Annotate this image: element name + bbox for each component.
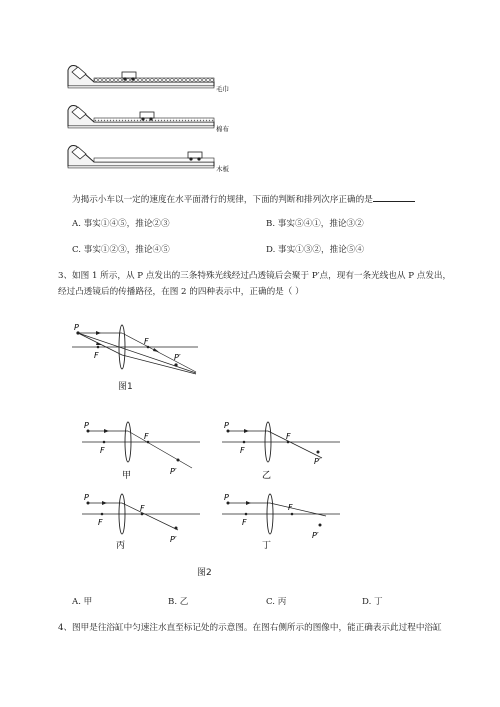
label-towel: 毛巾: [216, 85, 229, 93]
q3-stem-line2: 经过凸透镜后的传播路径，在图 2 的四种表示中，正确的是（ ）: [58, 287, 304, 297]
label-p: P: [84, 421, 89, 430]
figure-2-yi[interactable]: [222, 418, 342, 480]
label-board: 木板: [216, 165, 229, 173]
figure-1-lens-diagram: [70, 320, 200, 390]
figure-2-bing[interactable]: [82, 490, 202, 552]
label-f-right: F: [144, 337, 149, 346]
ramp-cotton: [68, 106, 214, 129]
label-p-prime: P′: [170, 535, 177, 544]
q3-option-c[interactable]: C. 丙: [266, 597, 287, 607]
label-p: P: [224, 421, 229, 430]
label-f: F: [240, 446, 245, 455]
q2-option-a[interactable]: A. 事实①④⑤，推论②③: [72, 219, 170, 229]
q3-option-b[interactable]: B. 乙: [168, 597, 189, 607]
caption-ding: 丁: [262, 541, 272, 551]
ramp-experiment-figure: [64, 58, 234, 180]
label-f: F: [140, 504, 145, 513]
label-p: P: [224, 493, 229, 502]
q3-option-a[interactable]: A. 甲: [72, 597, 93, 607]
label-f: F: [98, 518, 103, 527]
fig2-caption: 图2: [197, 568, 212, 578]
q3-stem-line1: 3、如图 1 所示，从 P 点发出的三条特殊光线经过凸透镜后会聚于 P′点，现有一条光线也从 P 点发出，: [58, 271, 452, 281]
fig1-caption: 图1: [118, 382, 133, 392]
label-f: F: [100, 446, 105, 455]
label-p: P: [74, 323, 79, 332]
ramp-towel: [68, 66, 214, 89]
label-f: F: [288, 503, 293, 512]
label-p-prime: P′: [312, 531, 319, 540]
label-p-prime: P′: [314, 457, 321, 466]
figure-2-jia[interactable]: [82, 418, 202, 480]
figure-2-ding[interactable]: [222, 490, 342, 552]
q2-option-d[interactable]: D. 事实①③②，推论⑤④: [266, 245, 364, 255]
label-f: F: [144, 432, 149, 441]
q2-option-b[interactable]: B. 事实⑤④①，推论③②: [266, 219, 364, 229]
q4-stem-line1: 4、图甲是往浴缸中匀速注水直至标记处的示意图。在图右侧所示的图像中，能正确表示此过程中浴缸: [58, 623, 442, 633]
q3-option-d[interactable]: D. 丁: [362, 597, 383, 607]
caption-yi: 乙: [262, 471, 272, 480]
label-cotton: 棉布: [216, 125, 229, 133]
label-p-prime: P′: [174, 353, 181, 362]
q2-option-c[interactable]: C. 事实①②③，推论④⑤: [72, 245, 170, 255]
label-f-left: F: [94, 351, 99, 360]
label-f: F: [242, 518, 247, 527]
label-p-prime: P′: [170, 467, 177, 476]
label-f: F: [286, 432, 291, 441]
q2-stem: 为揭示小车以一定的速度在水平面滑行的规律，下面的判断和排列次序正确的是: [72, 192, 415, 206]
ramp-board: [68, 146, 214, 169]
caption-jia: 甲: [122, 471, 132, 480]
label-p: P: [84, 493, 89, 502]
answer-blank[interactable]: [373, 192, 415, 202]
caption-bing: 丙: [116, 541, 126, 551]
